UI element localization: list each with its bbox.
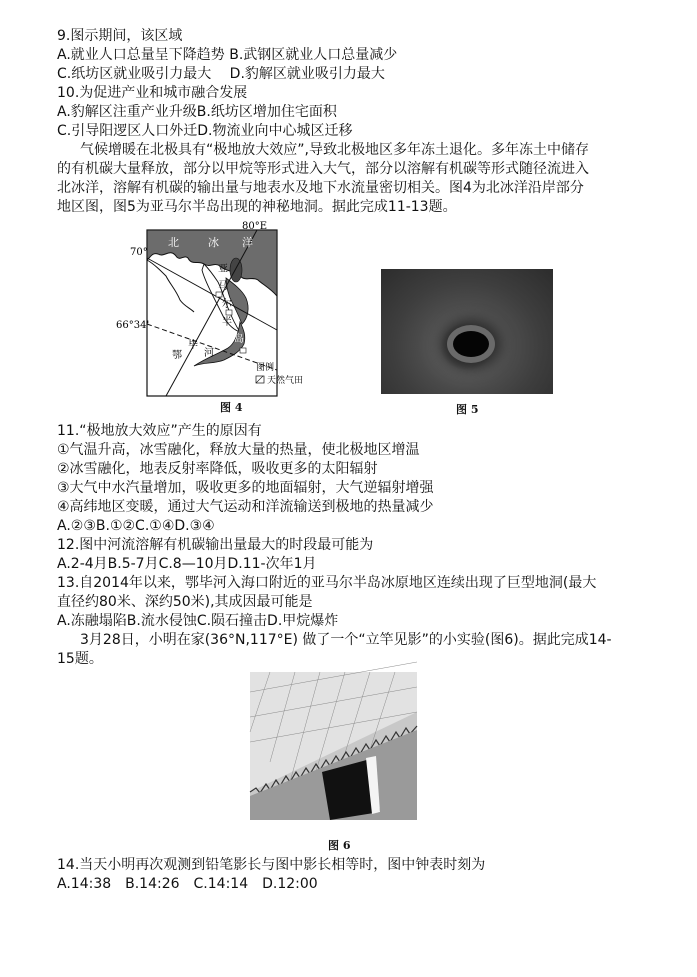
- q11-stem: 11.“极地放大效应”产生的原因有: [57, 423, 262, 439]
- passage1-line1: 气候增暖在北极具有“极地放大效应”,导致北极地区多年冻土退化。多年冻土中储存: [80, 142, 589, 158]
- q11-item-4: ④高纬地区变暖，通过大气运动和洋流输送到极地的热量减少: [57, 499, 434, 515]
- q13-options: A.冻融塌陷B.流水侵蚀C.陨石撞击D.甲烷爆炸: [57, 613, 339, 629]
- q9-options-cd: C.纸坊区就业吸引力最大 D.豹解区就业吸引力最大: [57, 66, 385, 82]
- fig4-river-char-1: 鄂: [172, 350, 182, 361]
- q11-item-2: ②冰雪融化，地表反射率降低，吸收更多的太阳辐射: [57, 461, 378, 477]
- figure-5-photo: [381, 269, 553, 394]
- passage1-line3: 北冰洋，溶解有机碳的输出量与地表水及地下水流量密切相关。图4为北冰洋沿岸部分: [57, 180, 584, 196]
- figure-4-map: [116, 218, 304, 400]
- q10-stem: 10.为促进产业和城市融合发展: [57, 85, 248, 101]
- passage2-line1: 3月28日，小明在家(36°N,117°E) 做了一个“立竿见影”的小实验(图6)。据此完成14-: [80, 632, 612, 648]
- fig4-peninsula-char-2: 马: [218, 281, 228, 292]
- q13-stem-line1: 13.自2014年以来，鄂毕河入海口附近的亚马尔半岛冰原地区连续出现了巨型地洞(最大: [57, 575, 597, 591]
- figure-6-caption: 图 6: [328, 839, 351, 852]
- fig4-peninsula-char-4: 半: [222, 317, 232, 328]
- q11-options: A.②③B.①②C.①④D.③④: [57, 518, 215, 534]
- fig4-lon-label: 80°E: [242, 221, 268, 232]
- q10-options-ab: A.豹解区注重产业升级B.纸坊区增加住宅面积: [57, 104, 337, 120]
- q12-stem: 12.图中河流溶解有机碳输出量最大的时段最可能为: [57, 537, 374, 553]
- fig4-sea-char-2: 冰: [208, 236, 219, 249]
- q14-options: A.14:38 B.14:26 C.14:14 D.12:00: [57, 876, 318, 892]
- passage1-line4: 地区图，图5为亚马尔半岛出现的神秘地洞。据此完成11-13题。: [57, 199, 457, 215]
- fig4-legend-item: 天然气田: [267, 376, 304, 386]
- q14-stem: 14.当天小明再次观测到铅笔影长与图中影长相等时，图中钟表时刻为: [57, 857, 486, 873]
- fig4-peninsula-char-5: 岛: [234, 334, 244, 345]
- q9-stem: 9.图示期间，该区域: [57, 28, 183, 44]
- q12-options: A.2-4月B.5-7月C.8—10月D.11-次年1月: [57, 556, 317, 572]
- passage1-line2: 的有机碳大量释放，部分以甲烷等形式进入大气，部分以溶解有机碳等形式随径流进入: [57, 161, 589, 177]
- passage2-line2: 15题。: [57, 651, 103, 667]
- fig4-river-char-2: 毕: [188, 340, 198, 351]
- q10-options-cd: C.引导阳逻区人口外迁D.物流业向中心城区迁移: [57, 123, 353, 139]
- figure-6-photo: [250, 672, 417, 820]
- fig4-sea-char-1: 北: [168, 236, 179, 249]
- fig4-legend-title: 图例: [256, 363, 275, 373]
- fig4-river-char-3: 河: [204, 348, 214, 359]
- q11-item-3: ③大气中水汽量增加，吸收更多的地面辐射，大气逆辐射增强: [57, 480, 434, 496]
- fig4-lat-6634-label: 66°34': [116, 320, 150, 331]
- fig4-sea-char-3: 洋: [242, 236, 253, 249]
- fig4-peninsula-char-3: 尔: [222, 299, 232, 310]
- q13-stem-line2: 直径约80米、深约50米),其成因最可能是: [57, 594, 313, 610]
- q11-item-1: ①气温升高，冰雪融化，释放大量的热量，使北极地区增温: [57, 442, 420, 458]
- q9-options-ab: A.就业人口总量呈下降趋势 B.武钢区就业人口总量减少: [57, 47, 398, 63]
- figure-4-caption: 图 4: [220, 401, 243, 414]
- fig4-lat-70-label: 70°: [130, 247, 148, 258]
- fig4-peninsula-char-1: 亚: [218, 264, 228, 275]
- figure-5-caption: 图 5: [456, 403, 479, 416]
